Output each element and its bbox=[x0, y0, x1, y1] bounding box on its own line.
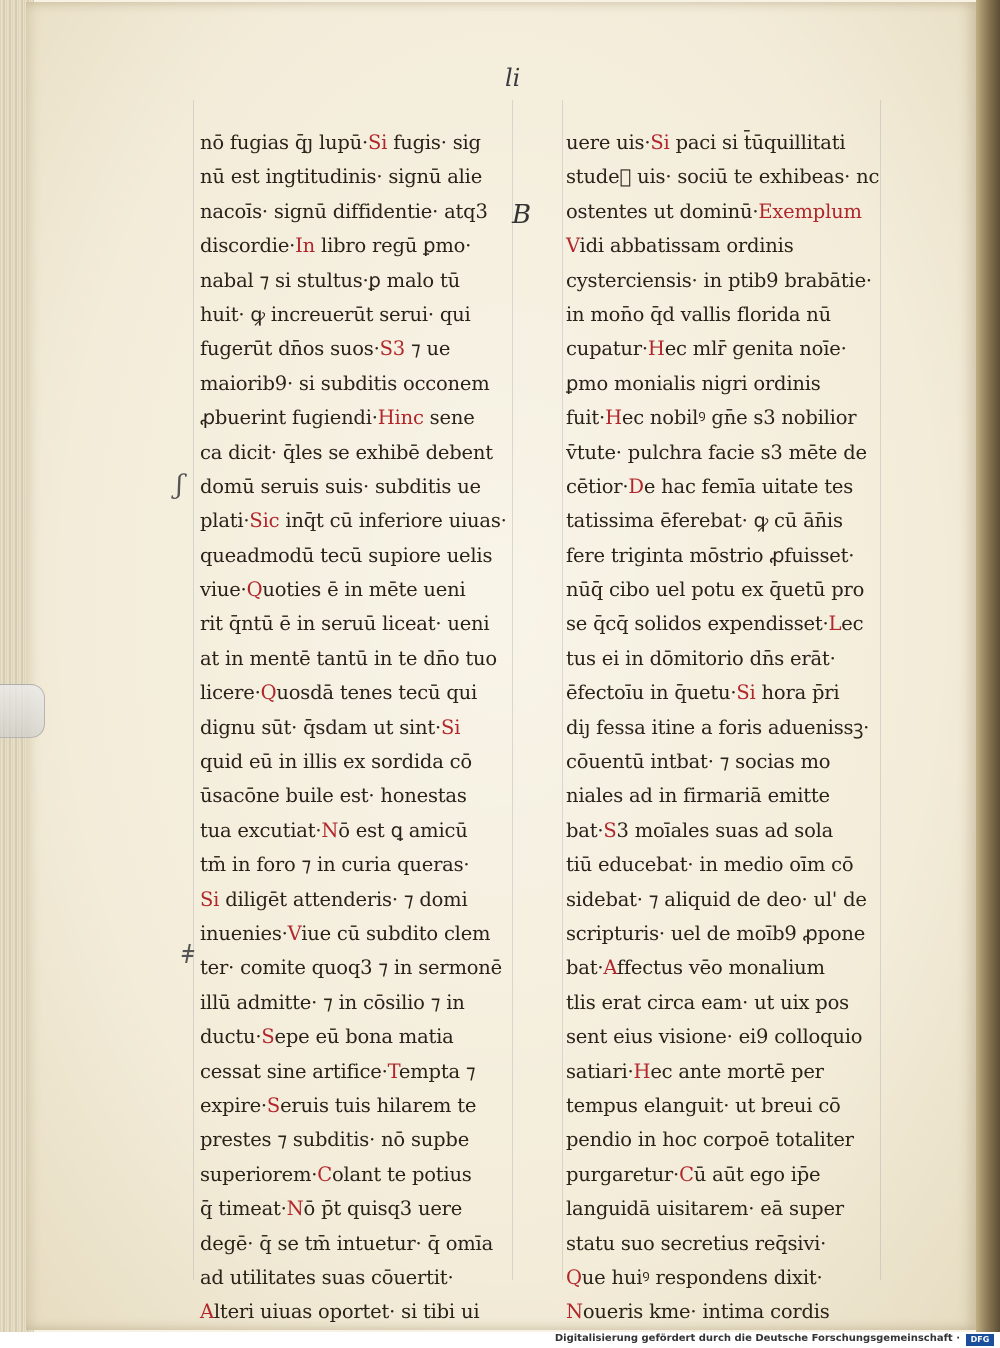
rubric-text: T bbox=[387, 1059, 399, 1083]
text-segment: paci si t̄ūquillitati bbox=[669, 131, 846, 154]
text-segment: oueris kme· intima cordis bbox=[582, 1300, 830, 1324]
text-segment: tm̄ in foro ⁊ in curia queras· bbox=[200, 853, 470, 877]
text-segment: tlis erat circa eam· ut uix pos bbox=[566, 990, 849, 1014]
rubric-text: N bbox=[286, 1197, 304, 1221]
text-segment: ec nobilꝰ gn̄e s3 nobilior bbox=[621, 406, 857, 430]
ruling-line bbox=[562, 100, 563, 1280]
ruling-line bbox=[193, 100, 194, 1280]
text-line bbox=[200, 711, 510, 745]
rubric-text: Si bbox=[736, 681, 756, 705]
text-segment: idi abbatissam ordinis bbox=[579, 234, 794, 258]
text-line bbox=[566, 332, 882, 366]
folio-number: li bbox=[505, 64, 521, 92]
footer-bar bbox=[0, 1332, 1000, 1348]
marginal-mark: ǂ bbox=[182, 940, 194, 970]
text-segment: bat· bbox=[566, 818, 604, 842]
text-segment: illū admitte· ⁊ in cōsilio ⁊ in bbox=[200, 990, 465, 1014]
text-line bbox=[566, 573, 882, 607]
text-line bbox=[200, 848, 510, 882]
text-line bbox=[200, 745, 510, 779]
text-line bbox=[200, 814, 510, 848]
text-segment: ꝓbuerint fugiendi· bbox=[200, 406, 378, 430]
rubric-text: S bbox=[261, 1025, 275, 1049]
text-segment: eruis tuis hilarem te bbox=[280, 1093, 477, 1117]
rubric-text: Si bbox=[200, 887, 220, 911]
rubric-text: Exemplum bbox=[758, 199, 862, 223]
text-line bbox=[566, 917, 882, 951]
text-segment: expire· bbox=[200, 1093, 267, 1117]
text-line bbox=[200, 1055, 510, 1089]
rubric-text: H bbox=[633, 1059, 651, 1083]
dfg-logo: DFG bbox=[966, 1334, 994, 1346]
text-segment: purgaretur· bbox=[566, 1162, 680, 1186]
text-segment: in mon̄o q̄d vallis florida nū bbox=[566, 302, 832, 326]
rubric-text: Hinc bbox=[377, 406, 424, 430]
text-line bbox=[566, 745, 882, 779]
marginal-mark: B bbox=[512, 200, 532, 230]
text-segment: statu suo secretius req̄sivi· bbox=[566, 1231, 827, 1255]
text-segment: inuenies· bbox=[200, 921, 288, 945]
text-segment: superiorem· bbox=[200, 1162, 318, 1186]
text-segment: cessat sine artifice· bbox=[200, 1059, 388, 1083]
text-segment: ō p̄t quisq3 uere bbox=[303, 1197, 463, 1221]
text-line bbox=[200, 951, 510, 985]
text-line bbox=[200, 470, 510, 504]
text-line bbox=[200, 229, 510, 263]
text-segment: ec mlr̄ genita noīe· bbox=[664, 337, 847, 361]
text-line bbox=[200, 1123, 510, 1157]
text-segment: maiorib9· si subditis occonem bbox=[200, 371, 490, 395]
text-segment: huit· ꝙ increuerūt serui· qui bbox=[200, 302, 471, 326]
text-line bbox=[566, 229, 882, 263]
text-segment: ec ante mortē per bbox=[650, 1059, 824, 1083]
text-line bbox=[200, 401, 510, 435]
binding-edge bbox=[976, 0, 1000, 1332]
text-line bbox=[200, 607, 510, 641]
text-segment: nū est ingtitudinis· signū alie bbox=[200, 165, 483, 189]
text-segment: ꝑmo monialis nigri ordinis bbox=[566, 371, 821, 395]
text-segment: fuit· bbox=[566, 406, 606, 430]
text-line bbox=[200, 126, 510, 160]
rubric-text: Si bbox=[441, 715, 461, 739]
text-segment: e hac femīa uitate tes bbox=[643, 474, 854, 498]
text-line bbox=[566, 607, 882, 641]
rubric-text: Q bbox=[566, 1265, 582, 1289]
text-line bbox=[566, 436, 882, 470]
text-line bbox=[566, 1261, 882, 1295]
text-line bbox=[566, 401, 882, 435]
text-segment: uere uis· bbox=[566, 131, 651, 154]
rubric-text: Q bbox=[246, 578, 263, 602]
text-line bbox=[200, 573, 510, 607]
text-segment: rit q̄ntū ē in seruū liceat· ueni bbox=[200, 612, 490, 636]
text-segment: prestes ⁊ subditis· nō supbe bbox=[200, 1128, 470, 1152]
text-line bbox=[566, 711, 882, 745]
page-clip bbox=[0, 684, 45, 738]
text-line bbox=[566, 126, 882, 160]
rubric-text: C bbox=[679, 1162, 694, 1186]
text-line bbox=[566, 298, 882, 332]
text-line bbox=[200, 1089, 510, 1123]
rubric-text: S bbox=[603, 818, 617, 842]
text-line bbox=[566, 470, 882, 504]
text-line bbox=[200, 195, 510, 229]
text-segment: lteri uiuas oportet· si tibi ui bbox=[213, 1300, 480, 1324]
text-segment: sidebat· ⁊ aliquid de deo· ul' de bbox=[566, 887, 867, 911]
right-text-column bbox=[566, 126, 882, 1330]
rubric-text: Q bbox=[260, 681, 277, 705]
text-line bbox=[200, 642, 510, 676]
text-segment: ūsacōne buile est· honestas bbox=[200, 784, 467, 808]
text-segment: tatissima ēferebat· ꝙ cū ān̄is bbox=[566, 509, 843, 533]
funding-credit: Digitalisierung gefördert durch die Deutsche Forschungsgemeinschaft · bbox=[554, 1333, 960, 1344]
text-line bbox=[566, 676, 882, 710]
text-segment: uosdā tenes tecū qui bbox=[276, 681, 478, 705]
text-segment: inq̄t cū inferiore uiuas· bbox=[279, 509, 507, 533]
text-line bbox=[200, 1295, 510, 1329]
text-segment: sene bbox=[423, 406, 475, 430]
text-segment: viue· bbox=[200, 578, 247, 602]
text-line bbox=[200, 504, 510, 538]
text-line bbox=[566, 848, 882, 882]
text-line bbox=[200, 1192, 510, 1226]
text-line bbox=[566, 367, 882, 401]
text-segment: ec bbox=[841, 612, 864, 636]
text-line bbox=[566, 1295, 882, 1329]
text-line bbox=[566, 779, 882, 813]
text-line bbox=[566, 195, 882, 229]
text-segment: tus ei in dōmitorio dn̄s erāt· bbox=[566, 646, 836, 670]
text-segment: niales ad in firmariā emitte bbox=[566, 784, 830, 808]
text-segment: ū aūt ego ip̄e bbox=[693, 1162, 821, 1186]
text-segment: diȷ fessa itine a foris aduenissꝫ· bbox=[566, 715, 870, 739]
text-line bbox=[566, 504, 882, 538]
rubric-text: N bbox=[321, 818, 339, 842]
text-segment: fugerūt dn̄os suos· bbox=[200, 337, 380, 361]
text-segment: sent eius visione· ei9 colloquio bbox=[566, 1025, 863, 1049]
text-segment: epe eū bona matia bbox=[274, 1025, 454, 1049]
text-segment: cysterciensis· in ptib9 brabātie· bbox=[566, 268, 872, 292]
text-line bbox=[566, 642, 882, 676]
text-segment: bat· bbox=[566, 956, 604, 980]
text-line bbox=[200, 1158, 510, 1192]
text-line bbox=[566, 1020, 882, 1054]
text-segment: q̄ timeat· bbox=[200, 1197, 287, 1221]
rubric-text: S bbox=[266, 1093, 281, 1117]
text-line bbox=[200, 1020, 510, 1054]
text-segment: fere triginta mōstrio ꝓfuisset· bbox=[566, 543, 855, 567]
text-segment: uoties ē in mēte ueni bbox=[262, 578, 466, 602]
text-line bbox=[200, 917, 510, 951]
rubric-text: D bbox=[628, 474, 644, 498]
text-line bbox=[200, 779, 510, 813]
text-line bbox=[566, 1158, 882, 1192]
text-line bbox=[566, 1123, 882, 1157]
text-segment: quid eū in illis ex sordida cō bbox=[200, 750, 472, 774]
text-line bbox=[200, 298, 510, 332]
rubric-text: L bbox=[828, 612, 842, 636]
rubric-text: Sic bbox=[249, 509, 280, 533]
text-line bbox=[566, 1055, 882, 1089]
text-line bbox=[200, 1261, 510, 1295]
text-line bbox=[566, 951, 882, 985]
text-segment: ēfectoīu in q̄uetu· bbox=[566, 681, 737, 705]
text-line bbox=[566, 883, 882, 917]
text-segment: olant te potius bbox=[331, 1162, 472, 1186]
text-segment: at in mentē tantū in te dn̄o tuo bbox=[200, 646, 497, 670]
text-segment: nabal ⁊ si stultus·ꝑ malo tū bbox=[200, 268, 460, 292]
rubric-text: Si bbox=[368, 131, 388, 154]
text-segment: plati· bbox=[200, 509, 250, 533]
text-line bbox=[200, 332, 510, 366]
ruling-line bbox=[512, 100, 513, 1280]
text-line bbox=[566, 814, 882, 848]
text-segment: v̄tute· pulchra facie s3 mēte de bbox=[566, 440, 867, 464]
text-segment: cētior· bbox=[566, 474, 629, 498]
text-segment: licere· bbox=[200, 681, 261, 705]
text-line bbox=[566, 160, 882, 194]
text-segment: ue huiꝰ respondens dixit· bbox=[581, 1265, 823, 1289]
rubric-text: A bbox=[200, 1300, 214, 1324]
text-segment: ⁊ ue bbox=[405, 337, 451, 361]
text-segment: tempus elanguit· ut breui cō bbox=[566, 1093, 841, 1117]
text-line bbox=[200, 883, 510, 917]
rubric-text: H bbox=[647, 337, 665, 361]
text-segment: dignu sūt· q̄sdam ut sint· bbox=[200, 715, 442, 739]
text-line bbox=[200, 676, 510, 710]
rubric-text: A bbox=[603, 956, 617, 980]
text-line bbox=[200, 436, 510, 470]
text-segment: domū seruis suis· subditis ue bbox=[200, 474, 481, 498]
text-segment: cōuentū intbat· ⁊ socias mo bbox=[566, 750, 831, 774]
text-segment: diligēt attenderis· ⁊ domi bbox=[219, 887, 468, 911]
text-line bbox=[200, 160, 510, 194]
text-segment: ductu· bbox=[200, 1025, 262, 1049]
text-segment: empta ⁊ bbox=[398, 1059, 476, 1083]
text-segment: ter· comite quoq3 ⁊ in sermonē bbox=[200, 956, 503, 980]
text-segment: ffectus vēo monalium bbox=[616, 956, 825, 980]
text-segment: queadmodū tecū supiore uelis bbox=[200, 543, 493, 567]
text-line bbox=[566, 986, 882, 1020]
text-segment: libro regū ꝑmo· bbox=[315, 234, 472, 258]
text-line bbox=[566, 539, 882, 573]
text-segment: tua excutiat· bbox=[200, 818, 322, 842]
text-line bbox=[566, 1227, 882, 1261]
text-segment: degē· q̄ se tm̄ intuetur· q̄ omīa bbox=[200, 1231, 494, 1255]
rubric-text: Si bbox=[650, 131, 670, 154]
rubric-text: V bbox=[566, 234, 580, 258]
text-line bbox=[200, 264, 510, 298]
text-line bbox=[566, 1192, 882, 1226]
text-segment: scripturis· uel de moīb9 ꝓpone bbox=[566, 921, 866, 945]
text-segment: iue cū subdito clem bbox=[301, 921, 491, 945]
text-segment: ca dicit· q̄les se exhibē debent bbox=[200, 440, 493, 464]
text-segment: fugis· sig bbox=[387, 131, 481, 154]
text-segment: satiari· bbox=[566, 1059, 634, 1083]
rubric-text: C bbox=[317, 1162, 332, 1186]
rubric-text: V bbox=[287, 921, 302, 945]
text-segment: 3 moīales suas ad sola bbox=[616, 818, 834, 842]
text-segment: languidā uisitarem· eā super bbox=[566, 1197, 844, 1221]
text-line bbox=[200, 986, 510, 1020]
rubric-text: In bbox=[295, 234, 316, 258]
rubric-text: H bbox=[605, 406, 622, 430]
text-segment: nacoīs· signū diffidentie· atq3 bbox=[200, 199, 488, 223]
text-segment: nō fugias q̄ȷ lupū· bbox=[200, 131, 368, 154]
text-line bbox=[200, 539, 510, 573]
text-segment: hora p̄ri bbox=[755, 681, 840, 705]
text-segment: tiū educebat· in medio oīm cō bbox=[566, 853, 854, 877]
text-line bbox=[200, 367, 510, 401]
text-segment: nūq̄ cibo uel potu ex q̄uetū pro bbox=[566, 578, 865, 602]
text-segment: ostentes ut dominū· bbox=[566, 199, 759, 223]
text-segment: cupatur· bbox=[566, 337, 648, 361]
text-segment: pendio in hoc corpoē totaliter bbox=[566, 1128, 854, 1152]
text-segment: se q̄cq̄ solidos expendisset· bbox=[566, 612, 829, 636]
text-segment: ō est ꝗ amicū bbox=[338, 818, 468, 842]
left-text-column bbox=[200, 126, 510, 1330]
rubric-text: S3 bbox=[379, 337, 405, 361]
text-line bbox=[200, 1227, 510, 1261]
text-segment: discordie· bbox=[200, 234, 296, 258]
text-line bbox=[566, 1089, 882, 1123]
text-line bbox=[566, 264, 882, 298]
text-segment: stude᷑ uis· sociū te exhibeas· nc bbox=[566, 165, 880, 189]
rubric-text: N bbox=[566, 1300, 583, 1324]
text-segment: ad utilitates suas cōuertit· bbox=[200, 1265, 454, 1289]
marginal-mark: ʃ bbox=[176, 470, 184, 500]
